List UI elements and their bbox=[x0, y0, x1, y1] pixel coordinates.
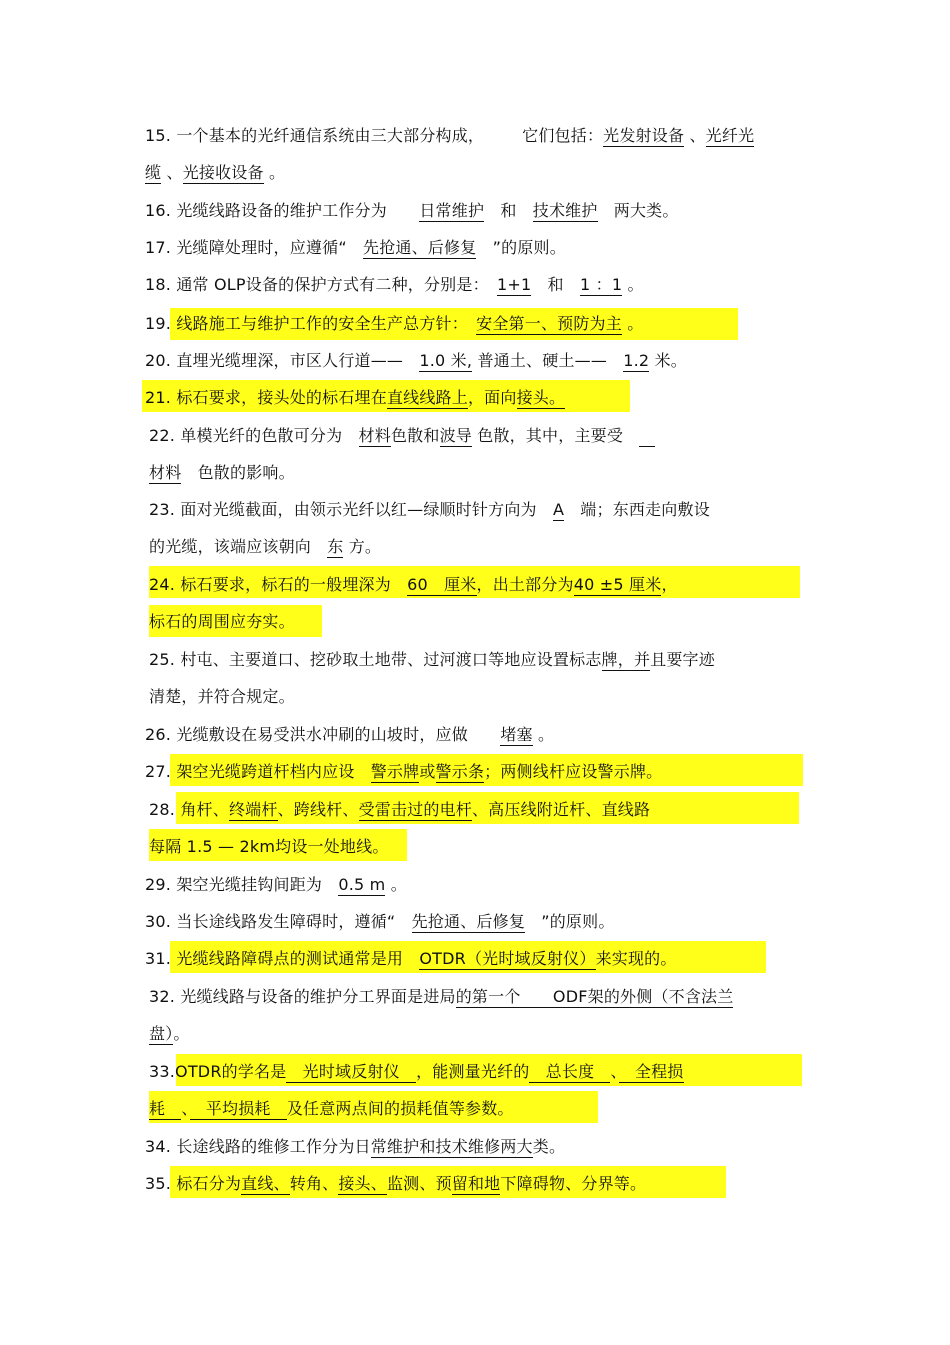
item-29: 29. 架空光缆挂钩间距为 0.5 m 。 bbox=[145, 875, 407, 894]
item-33-line1: 33.OTDR的学名是 光时域反射仪 ，能测量光纤的 总长度 、 全程损 bbox=[149, 1062, 684, 1081]
item-20: 20. 直埋光缆埋深，市区人行道—— 1.0 米, 普通土、硬土—— 1.2 米。 bbox=[145, 351, 687, 370]
item-19: 19. 线路施工与维护工作的安全生产总方针： 安全第一、预防为主 。 bbox=[145, 314, 644, 333]
item-27: 27. 架空光缆跨道杆档内应设 警示牌或警示条；两侧线杆应设警示牌。 bbox=[145, 762, 663, 781]
item-23-line2: 的光缆，该端应该朝向 东 方。 bbox=[149, 537, 382, 556]
item-25-line2: 清楚，并符合规定。 bbox=[149, 687, 295, 706]
item-16: 16. 光缆线路设备的维护工作分为 日常维护 和 技术维护 两大类。 bbox=[145, 201, 679, 220]
item-23-line1: 23. 面对光缆截面，由领示光纤以红—绿顺时针方向为 A 端；东西走向敷设 bbox=[149, 500, 710, 519]
item-32-line2: 盘）。 bbox=[149, 1024, 190, 1043]
item-22-line2: 材料 色散的影响。 bbox=[149, 463, 295, 482]
item-30: 30. 当长途线路发生障碍时，遵循“ 先抢通、后修复 ”的原则。 bbox=[145, 912, 615, 931]
item-24-line2: 标石的周围应夯实。 bbox=[149, 612, 295, 631]
item-35: 35. 标石分为直线、转角、接头、监测、预留和地下障碍物、分界等。 bbox=[145, 1174, 647, 1193]
item-34: 34. 长途线路的维修工作分为日常维护和技术维修两大类。 bbox=[145, 1137, 566, 1156]
item-28-line2: 每隔 1.5 — 2km均设一处地线。 bbox=[149, 837, 389, 856]
item-21: 21. 标石要求，接头处的标石埋在直线线路上，面向接头。 bbox=[145, 388, 566, 407]
item-32-line1: 32. 光缆线路与设备的维护分工界面是进局的第一个 ODF架的外侧（不含法兰 bbox=[149, 987, 734, 1006]
item-17: 17. 光缆障处理时，应遵循“ 先抢通、后修复 ”的原则。 bbox=[145, 238, 566, 257]
item-22-line1: 22. 单模光纤的色散可分为 材料色散和波导 色散，其中，主要受 bbox=[149, 421, 655, 451]
item-31: 31. 光缆线路障碍点的测试通常是用 OTDR（光时域反射仪）来实现的。 bbox=[145, 949, 677, 968]
item-28-line1: 28. 角杆、终端杆、跨线杆、受雷击过的电杆、高压线附近杆、直线路 bbox=[149, 800, 651, 819]
item-18: 18. 通常 OLP设备的保护方式有二种，分别是： 1+1 和 1 ：1 。 bbox=[145, 275, 644, 294]
item-33-line2: 耗 、 平均损耗 及任意两点间的损耗值等参数。 bbox=[149, 1099, 514, 1118]
item-24-line1: 24. 标石要求，标石的一般埋深为 60 厘米，出土部分为40 ±5 厘米， bbox=[149, 575, 678, 594]
item-26: 26. 光缆敷设在易受洪水冲刷的山坡时，应做 堵塞 。 bbox=[145, 725, 555, 744]
item-25-line1: 25. 村屯、主要道口、挖砂取土地带、过河渡口等地应设置标志牌，并且要字迹 bbox=[149, 650, 715, 669]
item-15-line1: 15. 一个基本的光纤通信系统由三大部分构成， 它们包括：光发射设备 、光纤光 bbox=[145, 126, 755, 145]
item-15-line2: 缆 、光接收设备 。 bbox=[145, 163, 286, 182]
